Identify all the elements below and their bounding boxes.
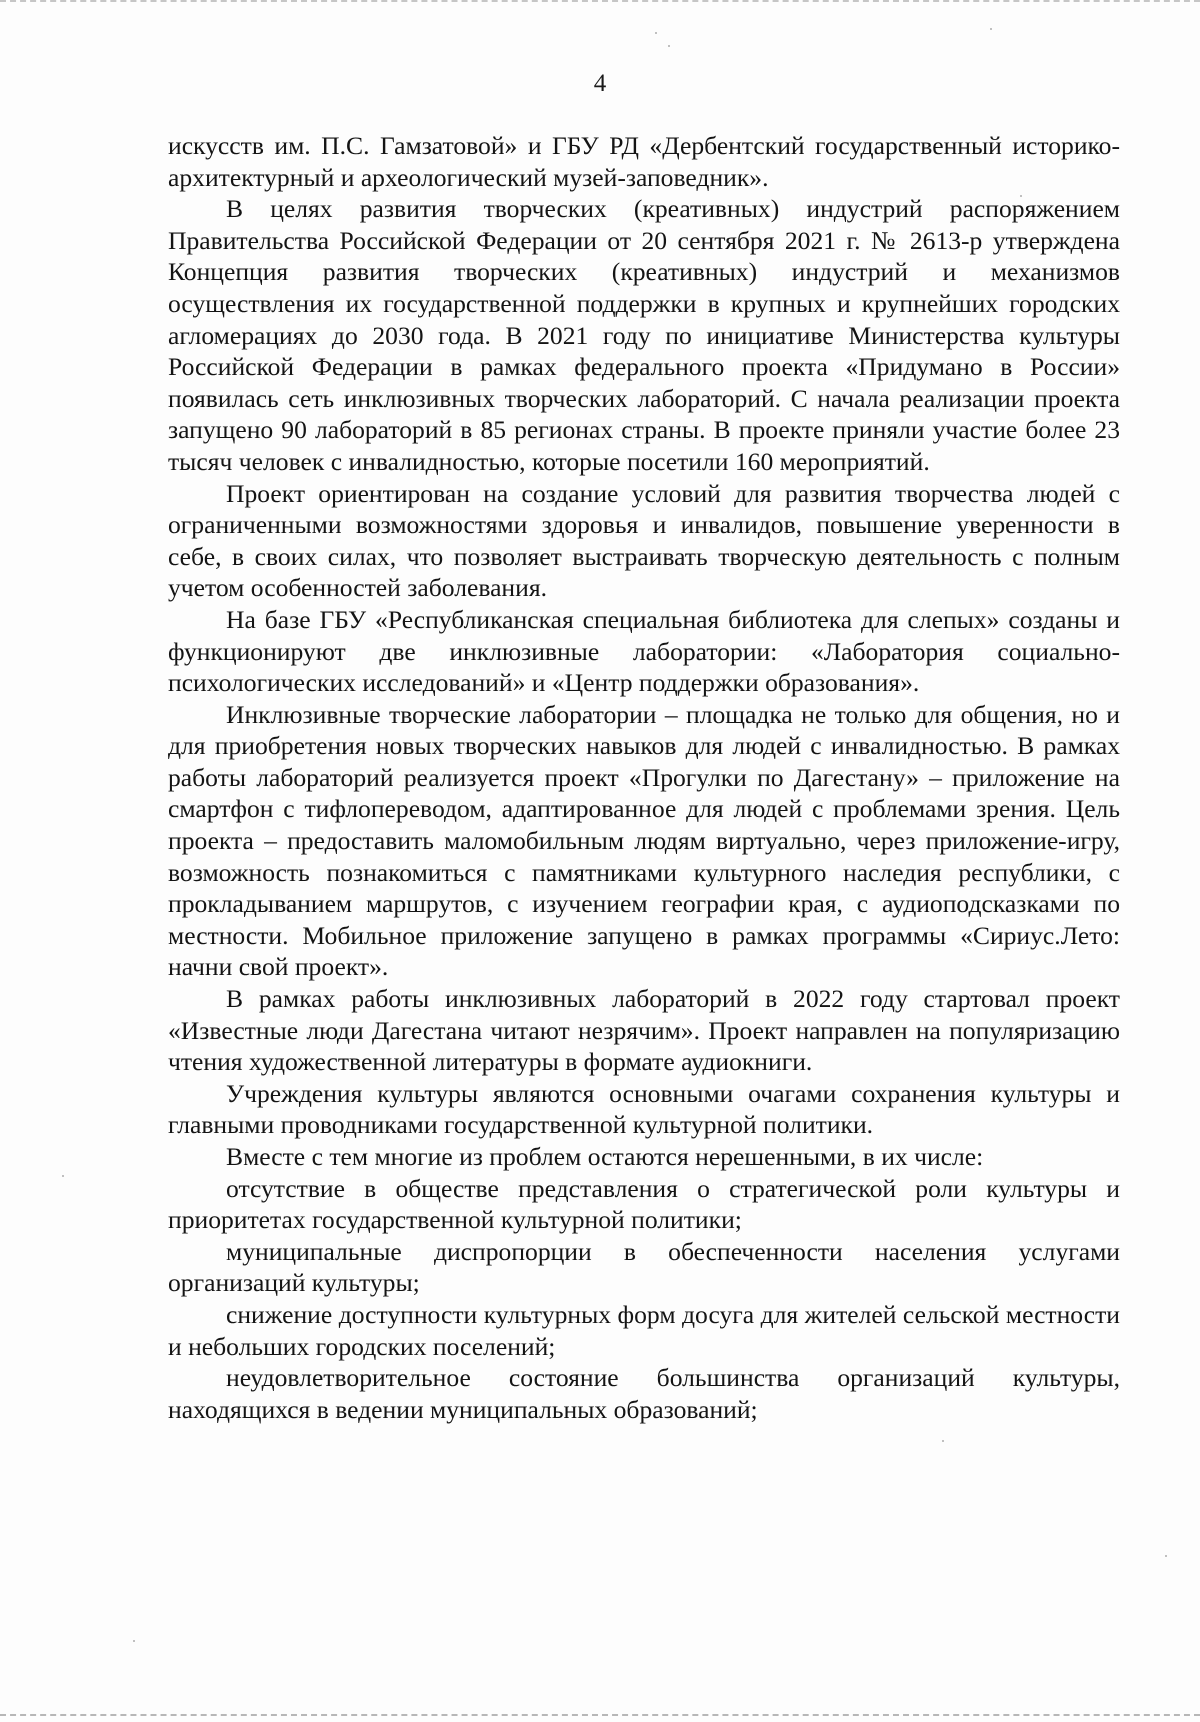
paragraph: На базе ГБУ «Республиканская специальная библиотека для слепых» созданы и функционируют две инклюзивные лаборатории: «Лаборатория социально-психологических исследований» и «Центр поддержки образования». bbox=[168, 604, 1120, 698]
scan-speck bbox=[62, 1175, 64, 1177]
scan-speck bbox=[990, 28, 992, 30]
paragraph: Инклюзивные творческие лаборатории – площадка не только для общения, но и для приобретения новых творческих навыков для людей с инвалидностью. В рамках работы лабораторий реализуется проект «Прогулки по Дагестану» – приложение на смартфон с тифлопереводом, адаптированное для людей с проблемами зрения. Цель проекта – предоставить маломобильным людям виртуально, через приложение-игру, возможность познакомиться с памятниками культурного наследия республики, с прокладыванием маршрутов, с изучением географии края, с аудиоподсказками по местности. Мобильное приложение запущено в рамках программы «Сириус.Лето: начни свой проект». bbox=[168, 699, 1120, 982]
scan-speck bbox=[1165, 1555, 1167, 1557]
list-paragraph: неудовлетворительное состояние большинства организаций культуры, находящихся в ведении муниципальных образований; bbox=[168, 1363, 1120, 1424]
list-paragraph: отсутствие в обществе представления о стратегической роли культуры и приоритетах государственной культурной политики; bbox=[168, 1173, 1120, 1235]
page-number: 4 bbox=[593, 70, 607, 97]
paragraph: Проект ориентирован на создание условий для развития творчества людей с ограниченными возможностями здоровья и инвалидов, повышение уверенности в себе, в своих силах, что позволяет выстраивать творческую деятельность с полным учетом особенностей заболевания. bbox=[168, 478, 1120, 603]
scan-speck bbox=[133, 1640, 135, 1642]
scan-speck bbox=[655, 32, 657, 34]
paragraph: В рамках работы инклюзивных лабораторий в 2022 году стартовал проект «Известные люди Дагестана читают незрячим». Проект направлен на популяризацию чтения художественной литературы в формате аудиокниги. bbox=[168, 984, 1120, 1077]
paragraph: В целях развития творческих (креативных) индустрий распоряжением Правительства Российской Федерации от 20 сентября 2021 г. № 2613-р утверждена Концепция развития творческих (креативных) индустрий и механизмов осуществления их государственной поддержки в крупных и крупнейших городских агломерациях до 2030 года. В 2021 году по инициативе Министерства культуры Российской Федерации в рамках федерального проекта «Придумано в России» появилась сеть инклюзивных творческих лабораторий. С начала реализации проекта запущено 90 лабораторий в 85 регионах страны. В проекте приняли участие более 23 тысяч человек с инвалидностью, которые посетили 160 мероприятий. bbox=[168, 194, 1120, 476]
paragraph: искусств им. П.С. Гамзатовой» и ГБУ РД «Дербентский государственный историко-архитектурный и археологический музей-заповедник». bbox=[168, 131, 1120, 192]
paragraph: Учреждения культуры являются основными очагами сохранения культуры и главными проводниками государственной культурной политики. bbox=[168, 1078, 1120, 1140]
paragraph: Вместе с тем многие из проблем остаются нерешенными, в их числе: bbox=[226, 1142, 984, 1171]
scan-edge-top bbox=[0, 0, 1200, 5]
body-text bbox=[168, 130, 1120, 1425]
list-paragraph: муниципальные диспропорции в обеспеченности населения услугами организаций культуры; bbox=[168, 1236, 1120, 1298]
scan-edge-bottom bbox=[0, 1714, 1200, 1718]
scan-speck bbox=[668, 45, 670, 47]
scan-speck bbox=[942, 1440, 944, 1442]
list-paragraph: снижение доступности культурных форм досуга для жителей сельской местности и небольших городских поселений; bbox=[168, 1299, 1120, 1361]
